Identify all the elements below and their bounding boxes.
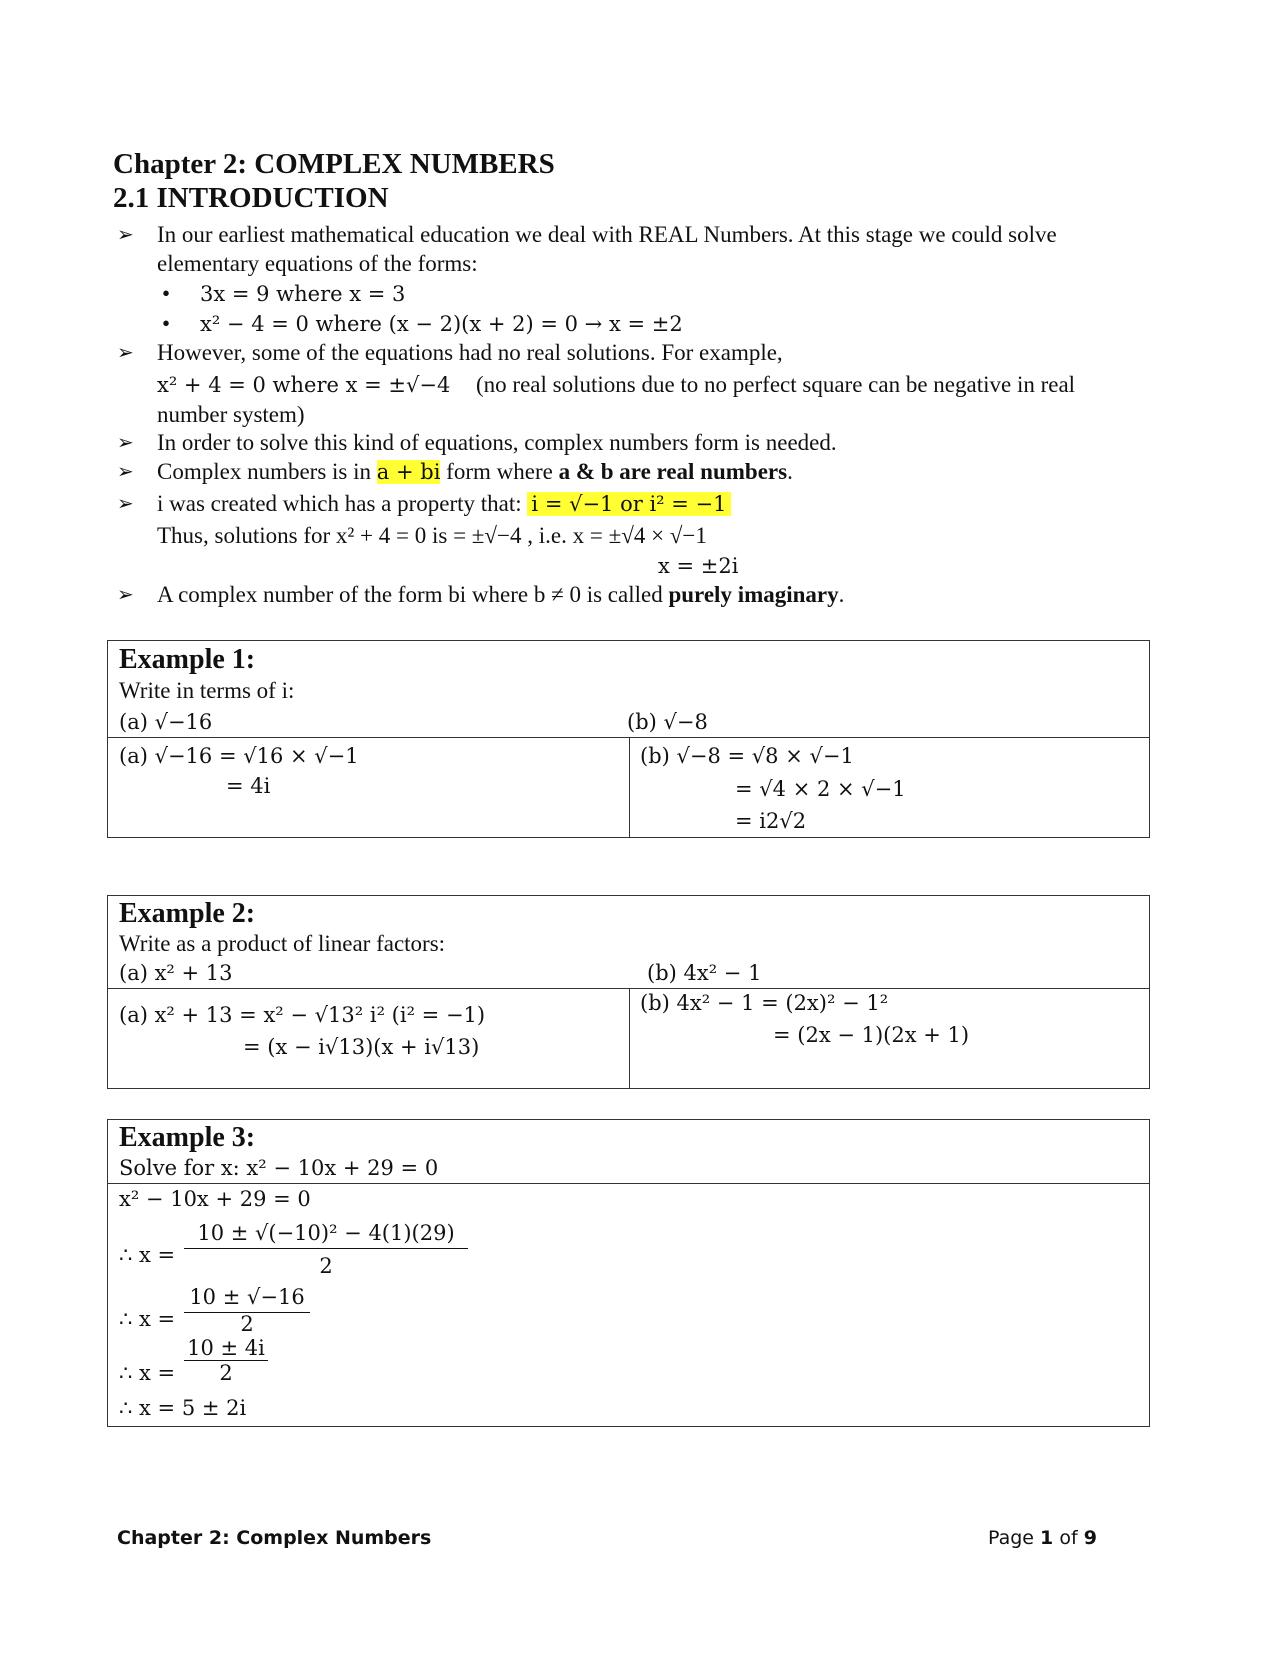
example-1-title: Example 1: xyxy=(119,644,256,675)
footer-page-number xyxy=(988,1527,1097,1549)
example-1-solution-a-line2: = 4i xyxy=(226,774,271,798)
intro-p6: Thus, solutions for x² + 4 = 0 is = ±√−4 , i.e. x = ±√4 × √−1 xyxy=(157,523,707,548)
example-1-prompt: Write in terms of i: xyxy=(119,678,295,703)
example-1-solution-b-line2: = √4 × 2 × √−1 xyxy=(735,777,906,801)
fraction-1-denominator: 2 xyxy=(319,1254,333,1278)
fraction-3-numerator: 10 ± 4i xyxy=(187,1336,265,1360)
arrow-bullet-icon: ➢ xyxy=(117,430,134,454)
intro-p7-pre: A complex number of the form bi where b ≠ 0 is called xyxy=(157,582,663,607)
intro-p2-equation: x² + 4 = 0 where x = ±√−4 xyxy=(157,373,451,397)
footer-page-of: of xyxy=(1059,1527,1078,1549)
fraction-2-denominator: 2 xyxy=(240,1312,254,1336)
section-title: 2.1 INTRODUCTION xyxy=(113,182,389,214)
intro-p4-pre: Complex numbers is in xyxy=(157,459,372,484)
example-1-column-divider xyxy=(629,737,630,838)
fraction-1-numerator: 10 ± √(−10)² − 4(1)(29) xyxy=(197,1221,455,1245)
example-1-question-b: (b) √−8 xyxy=(627,710,708,734)
example-2-question-a: (a) x² + 13 xyxy=(119,961,233,985)
example-1-solution-a-line1: (a) √−16 = √16 × √−1 xyxy=(119,744,359,768)
example-3-therefore-3: ∴ x = xyxy=(119,1361,176,1385)
footer-page-total: 9 xyxy=(1083,1527,1097,1549)
example-2-question-b: (b) 4x² − 1 xyxy=(647,961,762,985)
fraction-2-numerator: 10 ± √−16 xyxy=(189,1285,305,1309)
highlight-i-definition: i = √−1 or i² = −1 xyxy=(527,492,730,516)
intro-p1-line1: In our earliest mathematical education we deal with REAL Numbers. At this stage we could solve xyxy=(157,222,1057,247)
example-2-column-divider xyxy=(629,988,630,1089)
arrow-bullet-icon: ➢ xyxy=(117,222,134,246)
arrow-bullet-icon: ➢ xyxy=(117,491,134,515)
example-3-fraction-1 xyxy=(184,1218,468,1281)
example-2-title: Example 2: xyxy=(119,898,256,929)
highlight-a-plus-bi: a + bi xyxy=(376,460,441,484)
intro-p5-pre: i was created which has a property that: xyxy=(157,491,522,516)
arrow-bullet-icon: ➢ xyxy=(117,459,134,483)
footer-chapter: Chapter 2: Complex Numbers xyxy=(117,1527,432,1549)
dot-bullet-icon: • xyxy=(162,281,171,306)
example-3-final: ∴ x = 5 ± 2i xyxy=(119,1396,247,1420)
intro-p4-mid: form where xyxy=(446,459,553,484)
example-3-title: Example 3: xyxy=(119,1122,256,1153)
example-3-therefore-1: ∴ x = xyxy=(119,1243,176,1267)
chapter-title: Chapter 2: COMPLEX NUMBERS xyxy=(113,148,555,180)
arrow-bullet-icon: ➢ xyxy=(117,340,134,364)
arrow-bullet-icon: ➢ xyxy=(117,582,134,606)
intro-p6-result: x = ±2i xyxy=(658,554,739,578)
example-3-fraction-3 xyxy=(184,1336,268,1385)
equation-1: 3x = 9 where x = 3 xyxy=(200,282,406,306)
intro-p4-bold: a & b are real numbers xyxy=(558,459,788,484)
example-2-solution-a-line2: = (x − i√13)(x + i√13) xyxy=(243,1035,480,1059)
example-2-solution-b-line1: (b) 4x² − 1 = (2x)² − 1² xyxy=(640,991,889,1015)
intro-p7 xyxy=(157,580,844,610)
dot-bullet-icon: • xyxy=(162,311,171,336)
intro-p2-line3: number system) xyxy=(157,402,305,427)
intro-p4 xyxy=(157,457,793,487)
example-3-step-1: x² − 10x + 29 = 0 xyxy=(119,1187,311,1211)
equation-2: x² − 4 = 0 where (x − 2)(x + 2) = 0 → x = ±2 xyxy=(200,312,683,336)
example-2-solution-b-line2: = (2x − 1)(2x + 1) xyxy=(773,1023,970,1047)
intro-p4-end: . xyxy=(787,459,793,484)
intro-p7-bold: purely imaginary xyxy=(668,582,839,607)
footer-page-label: Page xyxy=(988,1527,1034,1549)
example-3-therefore-2: ∴ x = xyxy=(119,1307,176,1331)
footer-page-current: 1 xyxy=(1040,1527,1054,1549)
example-1-solution-b-line1: (b) √−8 = √8 × √−1 xyxy=(640,744,854,768)
fraction-3-denominator: 2 xyxy=(219,1361,233,1385)
fraction-bar xyxy=(184,1248,468,1249)
intro-p1-line2: elementary equations of the forms: xyxy=(157,251,478,276)
example-3-fraction-2 xyxy=(184,1282,310,1335)
intro-p3: In order to solve this kind of equations, complex numbers form is needed. xyxy=(157,430,837,455)
example-2-prompt: Write as a product of linear factors: xyxy=(119,931,446,956)
intro-p7-end: . xyxy=(838,582,845,607)
example-3-prompt: Solve for x: x² − 10x + 29 = 0 xyxy=(119,1156,439,1180)
example-2-solution-a-line1: (a) x² + 13 = x² − √13² i² (i² = −1) xyxy=(119,1003,486,1027)
example-1-question-a: (a) √−16 xyxy=(119,710,213,734)
intro-p2-note: (no real solutions due to no perfect square can be negative in real xyxy=(476,372,1076,397)
intro-p2-line1: However, some of the equations had no real solutions. For example, xyxy=(157,340,783,365)
example-1-solution-b-line3: = i2√2 xyxy=(735,809,807,833)
intro-p5 xyxy=(157,489,731,519)
